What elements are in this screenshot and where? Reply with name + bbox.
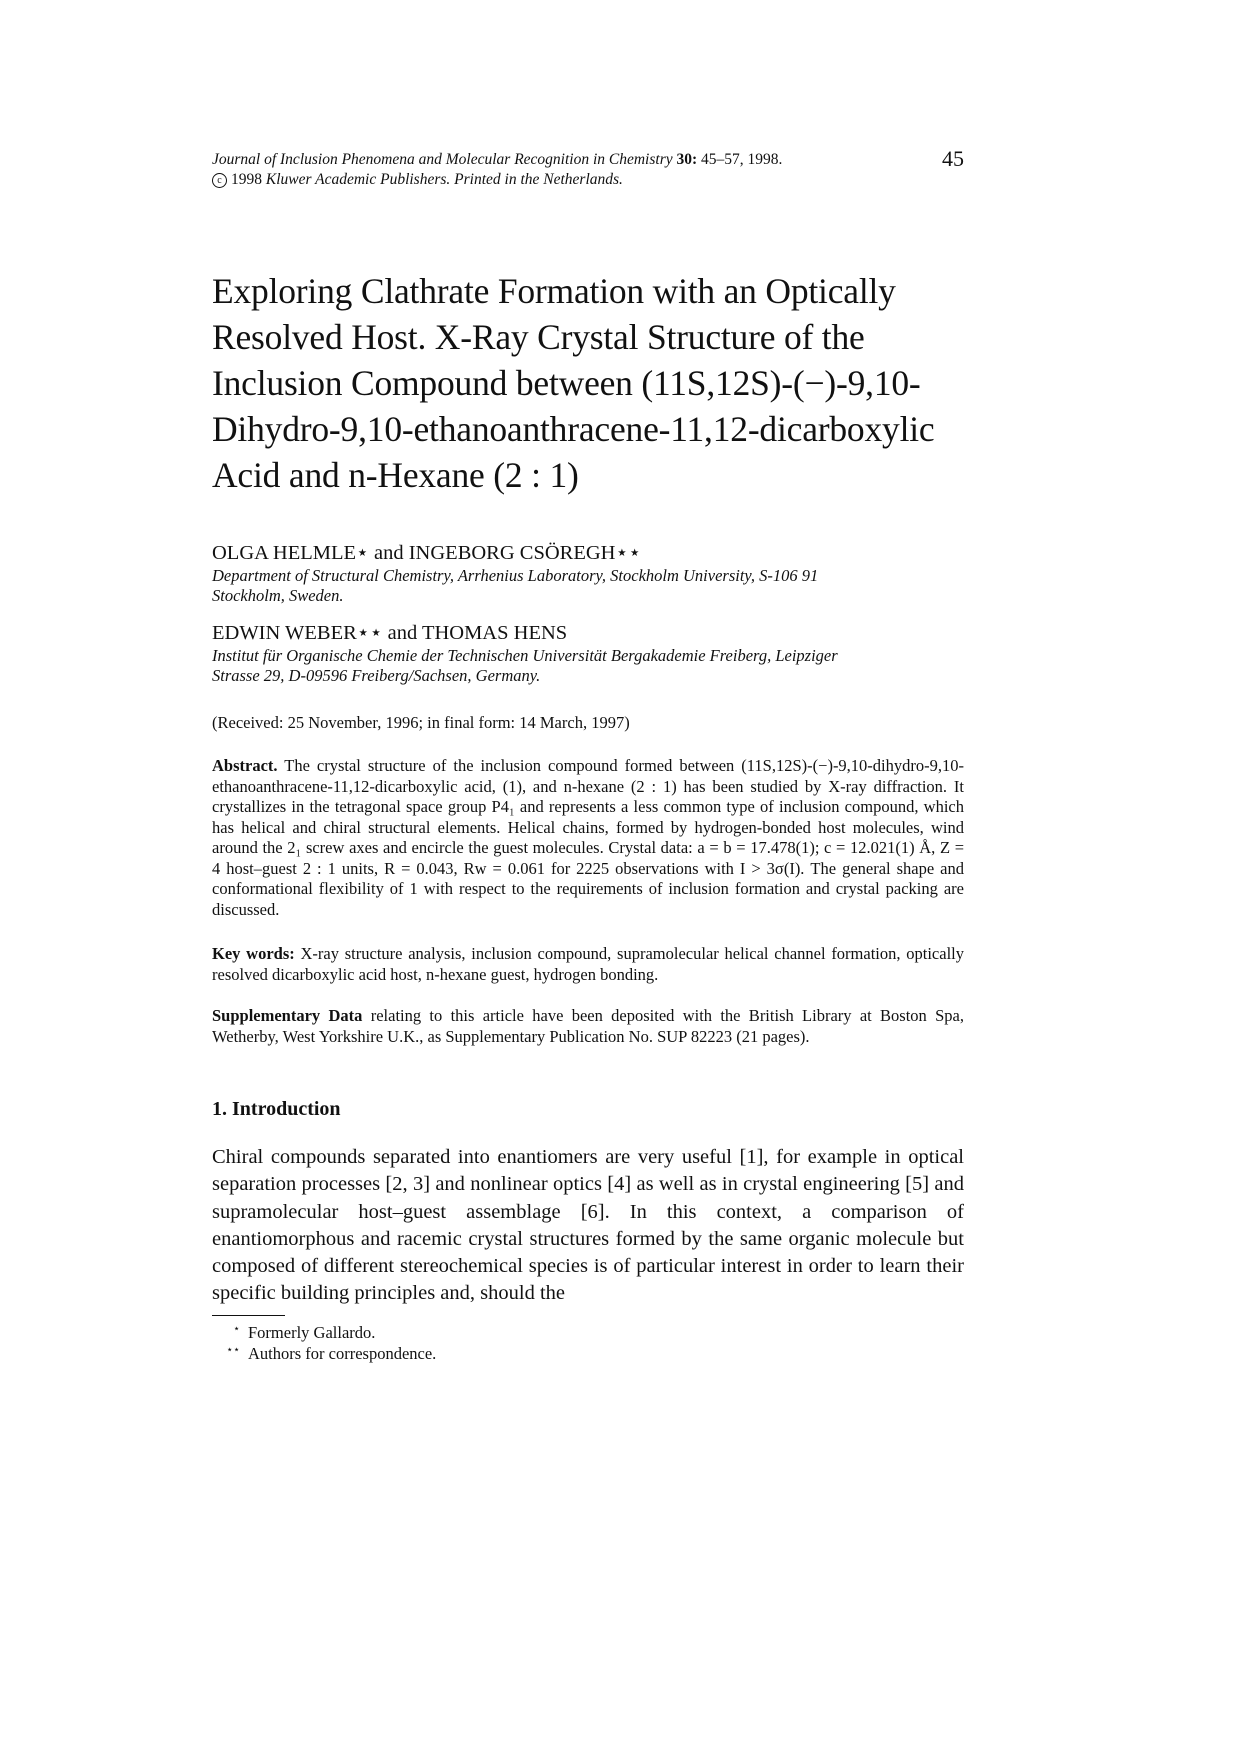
title-line: Inclusion Compound between (11S,12S)-(−)-9,10-	[212, 363, 921, 403]
affiliation-line: Department of Structural Chemistry, Arrhenius Laboratory, Stockholm University, S-106 91	[212, 566, 819, 585]
journal-pages-year: 45–57, 1998.	[701, 151, 783, 168]
author-names: EDWIN WEBER⋆⋆ and THOMAS HENS	[212, 622, 568, 644]
footnote-mark: ⋆⋆	[226, 1344, 240, 1356]
affiliation-line: Strasse 29, D-09596 Freiberg/Sachsen, Germany.	[212, 666, 541, 685]
footnote-divider	[212, 1315, 285, 1316]
title-line: Resolved Host. X-Ray Crystal Structure of the	[212, 317, 865, 357]
footnote-text: Formerly Gallardo.	[248, 1323, 376, 1342]
keywords-text: X-ray structure analysis, inclusion compound, supramolecular helical channel formation, optically resolved dicarboxylic acid host, n-hexane guest, hydrogen bonding.	[212, 944, 964, 984]
footnote-mark: ⋆	[233, 1323, 240, 1335]
supplementary-data	[212, 1006, 964, 1047]
footnotes	[212, 1322, 964, 1364]
footnote-text: Authors for correspondence.	[248, 1344, 437, 1363]
affiliation-line: Stockholm, Sweden.	[212, 586, 344, 605]
footnote	[212, 1343, 964, 1364]
author-names: OLGA HELMLE⋆ and INGEBORG CSÖREGH⋆⋆	[212, 542, 642, 564]
abstract-label: Abstract.	[212, 756, 278, 775]
supplementary-label: Supplementary Data	[212, 1006, 363, 1025]
section-heading: 1. Introduction	[212, 1098, 341, 1120]
title-line: Dihydro-9,10-ethanoanthracene-11,12-dicarboxylic	[212, 409, 935, 449]
supplementary-text: relating to this article have been deposited with the British Library at Boston Spa, Wetherby, West Yorkshire U.K., as Supplementary Publication No. SUP 82223 (21 pages).	[212, 1006, 964, 1046]
author-affiliation	[212, 566, 964, 606]
copyright-line	[212, 170, 964, 190]
abstract	[212, 756, 964, 920]
title-line: Exploring Clathrate Formation with an Optically	[212, 271, 896, 311]
title-line: Acid and n-Hexane (2 : 1)	[212, 455, 579, 495]
abstract-text: The crystal structure of the inclusion compound formed between (11S,12S)-(−)-9,10-dihydro-9,10-ethanoanthracene-11,12-dicarboxylic acid, (1), and n-hexane (2 : 1) has been studied by X-ray diffraction. It crystallizes in the tetragonal space group P4₁ and represents a less common type of inclusion compound, which has helical and chiral structural elements. Helical chains, formed by hydrogen-bonded host molecules, wind around the 2₁ screw axes and encircle the guest molecules. Crystal data: a = b = 17.478(1); c = 12.021(1) Å, Z = 4 host–guest 2 : 1 units, R = 0.043, Rw = 0.061 for 2225 observations with I > 3σ(I). The general shape and conformational flexibility of 1 with respect to the requirements of inclusion formation and crystal packing are discussed.	[212, 756, 964, 919]
received-dates: (Received: 25 November, 1996; in final form: 14 March, 1997)	[212, 713, 630, 732]
copyright-icon: c	[212, 173, 227, 188]
journal-header	[212, 150, 964, 190]
introduction-text: Chiral compounds separated into enantiomers are very useful [1], for example in optical separation processes [2, 3] and nonlinear optics [4] as well as in crystal engineering [5] and supramolecular host–guest assemblage [6]. In this context, a comparison of enantiomorphous and racemic crystal structures formed by the same organic molecule but composed of different stereochemical species is of particular interest in order to learn their specific building principles and, should the	[212, 1146, 964, 1305]
footnote	[212, 1322, 964, 1343]
page-number: 45	[942, 146, 964, 171]
publisher-text: Kluwer Academic Publishers. Printed in the Netherlands.	[265, 171, 623, 188]
journal-volume: 30:	[676, 151, 698, 168]
journal-citation	[212, 150, 964, 170]
author-affiliation	[212, 646, 964, 686]
keywords	[212, 944, 964, 985]
affiliation-line: Institut für Organische Chemie der Technischen Universität Bergakademie Freiberg, Leipziger	[212, 646, 838, 665]
keywords-label: Key words:	[212, 944, 295, 963]
paper-title	[212, 268, 964, 498]
journal-name: Journal of Inclusion Phenomena and Molecular Recognition in Chemistry	[212, 151, 673, 168]
copyright-year: 1998	[231, 171, 262, 188]
